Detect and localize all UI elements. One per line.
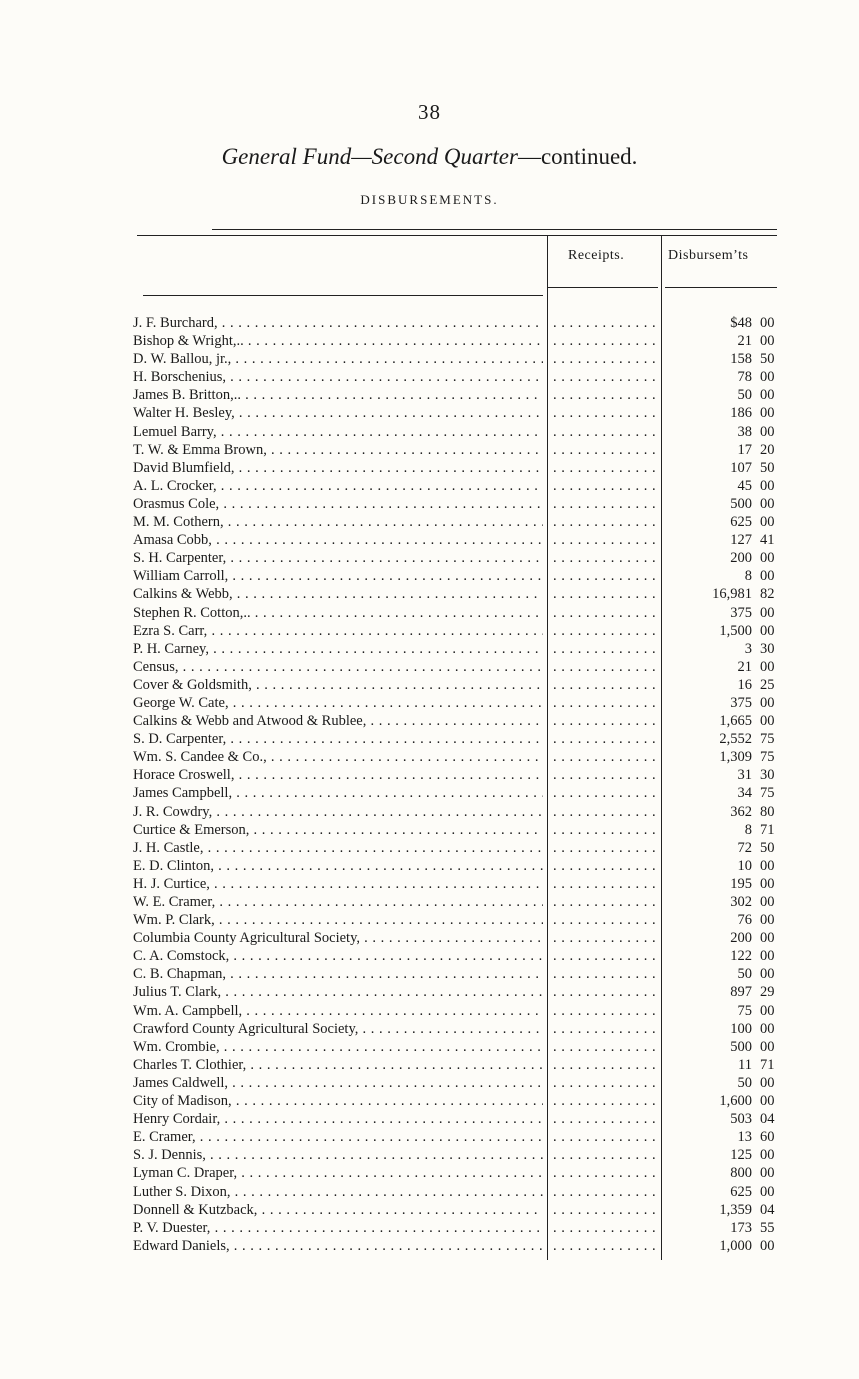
receipts-leader xyxy=(553,821,658,839)
amount-dollars: 8 xyxy=(744,568,752,585)
list-item xyxy=(0,622,859,640)
amount-dollars: 75 xyxy=(737,1002,752,1019)
payee-name: E. D. Clinton, . . . xyxy=(133,857,543,875)
page-title-tail: —continued. xyxy=(517,144,638,169)
amount-dollars: 3 xyxy=(744,640,752,657)
amount-dollars: 200 xyxy=(730,930,752,947)
payee-name: Cover & Goldsmith, . . . xyxy=(133,676,543,694)
payee-name: E. Cramer, . . . xyxy=(133,1128,543,1146)
receipts-leader xyxy=(553,712,658,730)
list-item xyxy=(0,929,859,947)
receipts-leader xyxy=(553,477,658,495)
list-item xyxy=(0,386,859,404)
list-item xyxy=(0,748,859,766)
page-title-italic: General Fund—Second Quarter xyxy=(221,144,518,169)
list-item xyxy=(0,911,859,929)
payee-name: James Caldwell, . . . xyxy=(133,1074,543,1092)
amount-dollars: 127 xyxy=(730,532,752,549)
receipts-leader xyxy=(553,1219,658,1237)
amount-dollars: 375 xyxy=(730,694,752,711)
amount-dollars: 100 xyxy=(730,1020,752,1037)
receipts-leader xyxy=(553,1002,658,1020)
amount-dollars: 1,359 xyxy=(719,1201,752,1218)
payee-name: Walter H. Besley, . . . xyxy=(133,404,543,422)
amount-cents: 00 xyxy=(760,912,775,929)
amount-dollars: 8 xyxy=(744,821,752,838)
amount-cents: 20 xyxy=(760,441,775,458)
list-item xyxy=(0,1092,859,1110)
receipts-leader xyxy=(553,1110,658,1128)
amount-cents: 82 xyxy=(760,586,775,603)
receipts-leader xyxy=(553,350,658,368)
amount-dollars: 50 xyxy=(737,1074,752,1091)
receipts-leader xyxy=(553,640,658,658)
amount-dollars: 625 xyxy=(730,514,752,531)
amount-cents: 00 xyxy=(760,333,775,350)
receipts-leader xyxy=(553,314,658,332)
amount-cents: 71 xyxy=(760,821,775,838)
payee-name: Luther S. Dixon, . . . xyxy=(133,1183,543,1201)
amount-dollars: 72 xyxy=(737,839,752,856)
payee-name: Wm. Crombie, . . . xyxy=(133,1038,543,1056)
amount-cents: 00 xyxy=(760,894,775,910)
list-item xyxy=(0,694,859,712)
amount-cents: 30 xyxy=(760,767,775,784)
amount-cents: 41 xyxy=(760,532,775,549)
list-item xyxy=(0,423,859,441)
receipts-leader xyxy=(553,368,658,386)
amount-cents: 00 xyxy=(760,1183,775,1200)
amount-dollars: 34 xyxy=(737,785,752,802)
payee-name: W. E. Cramer, . . . xyxy=(133,893,543,911)
payee-name: Curtice & Emerson, . . . xyxy=(133,821,543,839)
amount-cents: 75 xyxy=(760,731,775,748)
list-item xyxy=(0,712,859,730)
amount-cents: 00 xyxy=(760,948,775,965)
payee-name: Lemuel Barry, . . . xyxy=(133,423,543,441)
list-item xyxy=(0,784,859,802)
list-item xyxy=(0,495,859,513)
receipts-leader xyxy=(553,766,658,784)
payee-name: J. F. Burchard, . . . xyxy=(133,314,543,332)
receipts-leader xyxy=(553,857,658,875)
payee-name: Charles T. Clothier, . . . xyxy=(133,1056,543,1074)
receipts-leader xyxy=(553,1056,658,1074)
payee-name: H. J. Curtice, . . . xyxy=(133,875,543,893)
amount-dollars: 17 xyxy=(737,441,752,458)
amount-cents: 00 xyxy=(760,315,775,331)
receipts-leader xyxy=(553,839,658,857)
amount-dollars: 625 xyxy=(730,1183,752,1200)
receipts-leader xyxy=(553,1074,658,1092)
amount-dollars: 45 xyxy=(737,477,752,494)
list-item xyxy=(0,1164,859,1182)
receipts-leader xyxy=(553,441,658,459)
list-item xyxy=(0,531,859,549)
payee-name: Crawford County Agricultural Society, . . . xyxy=(133,1020,543,1038)
list-item xyxy=(0,604,859,622)
payee-name: Columbia County Agricultural Society, . . . xyxy=(133,929,543,947)
payee-name: C. B. Chapman, . . . xyxy=(133,965,543,983)
receipts-leader xyxy=(553,459,658,477)
payee-name: A. L. Crocker, . . . xyxy=(133,477,543,495)
payee-name: Lyman C. Draper, . . . xyxy=(133,1164,543,1182)
amount-cents: 00 xyxy=(760,387,775,404)
amount-cents: 29 xyxy=(760,984,775,1001)
amount-dollars: 16,981 xyxy=(712,586,752,603)
payee-name: David Blumfield, . . . xyxy=(133,459,543,477)
receipts-leader xyxy=(553,1146,658,1164)
amount-dollars: 31 xyxy=(737,767,752,784)
list-item xyxy=(0,459,859,477)
amount-cents: 00 xyxy=(760,658,775,675)
payee-name: Henry Cordair, . . . xyxy=(133,1110,543,1128)
list-item xyxy=(0,766,859,784)
amount-cents: 00 xyxy=(760,514,775,531)
amount-cents: 00 xyxy=(760,369,775,386)
list-item xyxy=(0,839,859,857)
amount-dollars: 1,309 xyxy=(719,749,752,766)
list-item xyxy=(0,965,859,983)
receipts-leader xyxy=(553,803,658,821)
amount-dollars: 173 xyxy=(730,1219,752,1236)
list-item xyxy=(0,821,859,839)
amount-cents: 00 xyxy=(760,423,775,440)
receipts-leader xyxy=(553,965,658,983)
receipts-leader xyxy=(553,676,658,694)
page-title xyxy=(0,144,859,170)
list-item xyxy=(0,1002,859,1020)
payee-name: M. M. Cothern, . . . xyxy=(133,513,543,531)
receipts-leader xyxy=(553,622,658,640)
amount-cents: 04 xyxy=(760,1111,775,1128)
payee-name: Julius T. Clark, . . . xyxy=(133,983,543,1001)
amount-dollars: 10 xyxy=(737,857,752,874)
receipts-leader xyxy=(553,1237,658,1255)
amount-dollars: 50 xyxy=(737,387,752,404)
list-item xyxy=(0,640,859,658)
amount-cents: 00 xyxy=(760,604,775,621)
receipts-leader xyxy=(553,1201,658,1219)
amount-dollars: 302 xyxy=(730,894,752,910)
amount-dollars: 195 xyxy=(730,875,752,892)
amount-cents: 00 xyxy=(760,930,775,947)
receipts-leader xyxy=(553,694,658,712)
amount-dollars: 11 xyxy=(738,1056,752,1073)
receipts-leader xyxy=(553,784,658,802)
list-item xyxy=(0,1038,859,1056)
amount-dollars: 1,600 xyxy=(719,1093,752,1110)
payee-name: Wm. S. Candee & Co., . . . xyxy=(133,748,543,766)
payee-name: George W. Cate, . . . xyxy=(133,694,543,712)
list-item xyxy=(0,803,859,821)
payee-name: James Campbell, . . . xyxy=(133,784,543,802)
table-top-rule xyxy=(212,229,777,230)
receipts-leader xyxy=(553,748,658,766)
disbursement-list xyxy=(0,314,859,1255)
payee-name: Census, . . . xyxy=(133,658,543,676)
list-item xyxy=(0,1219,859,1237)
amount-dollars: 1,500 xyxy=(719,622,752,639)
amount-cents: 00 xyxy=(760,966,775,983)
amount-cents: 71 xyxy=(760,1056,775,1073)
table-header-rule xyxy=(137,235,777,236)
payee-name: Orasmus Cole, . . . xyxy=(133,495,543,513)
payee-name: City of Madison, . . . xyxy=(133,1092,543,1110)
receipts-leader xyxy=(553,658,658,676)
list-item xyxy=(0,314,859,332)
receipts-leader xyxy=(553,1164,658,1182)
receipts-leader xyxy=(553,947,658,965)
list-item xyxy=(0,1146,859,1164)
list-item xyxy=(0,404,859,422)
amount-cents: 50 xyxy=(760,459,775,476)
amount-cents: 00 xyxy=(760,1002,775,1019)
amount-cents: 75 xyxy=(760,785,775,802)
payee-name: Donnell & Kutzback, . . . xyxy=(133,1201,543,1219)
receipts-leader xyxy=(553,911,658,929)
table-subheader-rule-right xyxy=(548,287,658,288)
receipts-leader xyxy=(553,1128,658,1146)
amount-dollars: 21 xyxy=(737,658,752,675)
list-item xyxy=(0,1056,859,1074)
amount-dollars: 1,000 xyxy=(719,1237,752,1254)
payee-name: T. W. & Emma Brown, . . . xyxy=(133,441,543,459)
amount-dollars: $48 xyxy=(730,315,752,331)
list-item xyxy=(0,1183,859,1201)
payee-name: Amasa Cobb, . . . xyxy=(133,531,543,549)
receipts-leader xyxy=(553,567,658,585)
amount-cents: 00 xyxy=(760,405,775,422)
list-item xyxy=(0,368,859,386)
amount-dollars: 500 xyxy=(730,1038,752,1055)
amount-dollars: 78 xyxy=(737,369,752,386)
amount-dollars: 13 xyxy=(737,1129,752,1146)
amount-cents: 00 xyxy=(760,550,775,567)
amount-cents: 00 xyxy=(760,1147,775,1164)
amount-cents: 00 xyxy=(760,1237,775,1254)
page-number: 38 xyxy=(418,100,441,124)
receipts-leader xyxy=(553,513,658,531)
list-item xyxy=(0,893,859,911)
amount-cents: 25 xyxy=(760,676,775,693)
payee-name: Ezra S. Carr, . . . xyxy=(133,622,543,640)
amount-dollars: 200 xyxy=(730,550,752,567)
amount-cents: 00 xyxy=(760,713,775,730)
payee-name: Wm. A. Campbell, . . . xyxy=(133,1002,543,1020)
receipts-leader xyxy=(553,404,658,422)
amount-dollars: 21 xyxy=(737,333,752,350)
payee-name: William Carroll, . . . xyxy=(133,567,543,585)
receipts-leader xyxy=(553,1183,658,1201)
amount-dollars: 76 xyxy=(737,912,752,929)
list-item xyxy=(0,1110,859,1128)
amount-cents: 55 xyxy=(760,1219,775,1236)
column-header-disbursements: Disbursem’ts xyxy=(668,248,749,263)
amount-cents: 00 xyxy=(760,1165,775,1182)
payee-name: J. H. Castle, . . . xyxy=(133,839,543,857)
amount-cents: 00 xyxy=(760,875,775,892)
amount-cents: 75 xyxy=(760,749,775,766)
receipts-leader xyxy=(553,604,658,622)
amount-dollars: 375 xyxy=(730,604,752,621)
receipts-leader xyxy=(553,332,658,350)
amount-dollars: 500 xyxy=(730,495,752,512)
amount-dollars: 125 xyxy=(730,1147,752,1164)
payee-name: J. R. Cowdry, . . . xyxy=(133,803,543,821)
payee-name: P. H. Carney, . . . xyxy=(133,640,543,658)
amount-cents: 50 xyxy=(760,839,775,856)
receipts-leader xyxy=(553,1092,658,1110)
list-item xyxy=(0,658,859,676)
list-item xyxy=(0,1074,859,1092)
amount-dollars: 107 xyxy=(730,459,752,476)
list-item xyxy=(0,1201,859,1219)
table-subheader-rule-far xyxy=(665,287,777,288)
section-heading: DISBURSEMENTS. xyxy=(360,192,499,207)
amount-cents: 30 xyxy=(760,640,775,657)
list-item xyxy=(0,567,859,585)
amount-dollars: 1,665 xyxy=(719,713,752,730)
payee-name: Wm. P. Clark, . . . xyxy=(133,911,543,929)
amount-cents: 00 xyxy=(760,622,775,639)
list-item xyxy=(0,585,859,603)
amount-cents: 00 xyxy=(760,694,775,711)
payee-name: Horace Croswell, . . . xyxy=(133,766,543,784)
payee-name: James B. Britton,.. . . . xyxy=(133,386,543,404)
list-item xyxy=(0,513,859,531)
payee-name: Stephen R. Cotton,.. . . . xyxy=(133,604,543,622)
list-item xyxy=(0,1020,859,1038)
payee-name: S. J. Dennis, . . . xyxy=(133,1146,543,1164)
list-item xyxy=(0,676,859,694)
amount-dollars: 897 xyxy=(730,984,752,1001)
list-item xyxy=(0,477,859,495)
payee-name: Calkins & Webb and Atwood & Rublee, . . . xyxy=(133,712,543,730)
list-item xyxy=(0,983,859,1001)
receipts-leader xyxy=(553,531,658,549)
amount-dollars: 50 xyxy=(737,966,752,983)
amount-dollars: 122 xyxy=(730,948,752,965)
amount-dollars: 2,552 xyxy=(719,731,752,748)
receipts-leader xyxy=(553,423,658,441)
amount-cents: 00 xyxy=(760,477,775,494)
table-subheader-rule-left xyxy=(143,295,543,296)
payee-name: H. Borschenius, . . . xyxy=(133,368,543,386)
amount-cents: 60 xyxy=(760,1129,775,1146)
amount-cents: 00 xyxy=(760,857,775,874)
amount-dollars: 38 xyxy=(737,423,752,440)
amount-dollars: 186 xyxy=(730,405,752,422)
receipts-leader xyxy=(553,893,658,911)
payee-name: Bishop & Wright,.. . . . xyxy=(133,332,543,350)
receipts-leader xyxy=(553,1038,658,1056)
receipts-leader xyxy=(553,929,658,947)
amount-dollars: 362 xyxy=(730,803,752,820)
amount-cents: 80 xyxy=(760,803,775,820)
receipts-leader xyxy=(553,875,658,893)
list-item xyxy=(0,1237,859,1255)
amount-cents: 00 xyxy=(760,568,775,585)
list-item xyxy=(0,857,859,875)
payee-name: Calkins & Webb, . . . xyxy=(133,585,543,603)
amount-cents: 50 xyxy=(760,351,775,368)
receipts-leader xyxy=(553,386,658,404)
receipts-leader xyxy=(553,730,658,748)
receipts-leader xyxy=(553,495,658,513)
column-header-receipts: Receipts. xyxy=(568,248,625,263)
amount-cents: 00 xyxy=(760,1038,775,1055)
payee-name: S. D. Carpenter, . . . xyxy=(133,730,543,748)
amount-dollars: 800 xyxy=(730,1165,752,1182)
payee-name: C. A. Comstock, . . . xyxy=(133,947,543,965)
list-item xyxy=(0,350,859,368)
list-item xyxy=(0,947,859,965)
list-item xyxy=(0,1128,859,1146)
amount-dollars: 158 xyxy=(730,351,752,368)
amount-cents: 00 xyxy=(760,1020,775,1037)
amount-cents: 00 xyxy=(760,1074,775,1091)
amount-cents: 00 xyxy=(760,495,775,512)
receipts-leader xyxy=(553,549,658,567)
payee-name: Edward Daniels, . . . xyxy=(133,1237,543,1255)
receipts-leader xyxy=(553,983,658,1001)
amount-cents: 04 xyxy=(760,1201,775,1218)
list-item xyxy=(0,549,859,567)
amount-cents: 00 xyxy=(760,1093,775,1110)
list-item xyxy=(0,730,859,748)
amount-dollars: 503 xyxy=(730,1111,752,1128)
payee-name: D. W. Ballou, jr., . . . xyxy=(133,350,543,368)
receipts-leader xyxy=(553,1020,658,1038)
list-item xyxy=(0,441,859,459)
amount-dollars: 16 xyxy=(737,676,752,693)
receipts-leader xyxy=(553,585,658,603)
payee-name: P. V. Duester, . . . xyxy=(133,1219,543,1237)
list-item xyxy=(0,875,859,893)
payee-name: S. H. Carpenter, . . . xyxy=(133,549,543,567)
list-item xyxy=(0,332,859,350)
